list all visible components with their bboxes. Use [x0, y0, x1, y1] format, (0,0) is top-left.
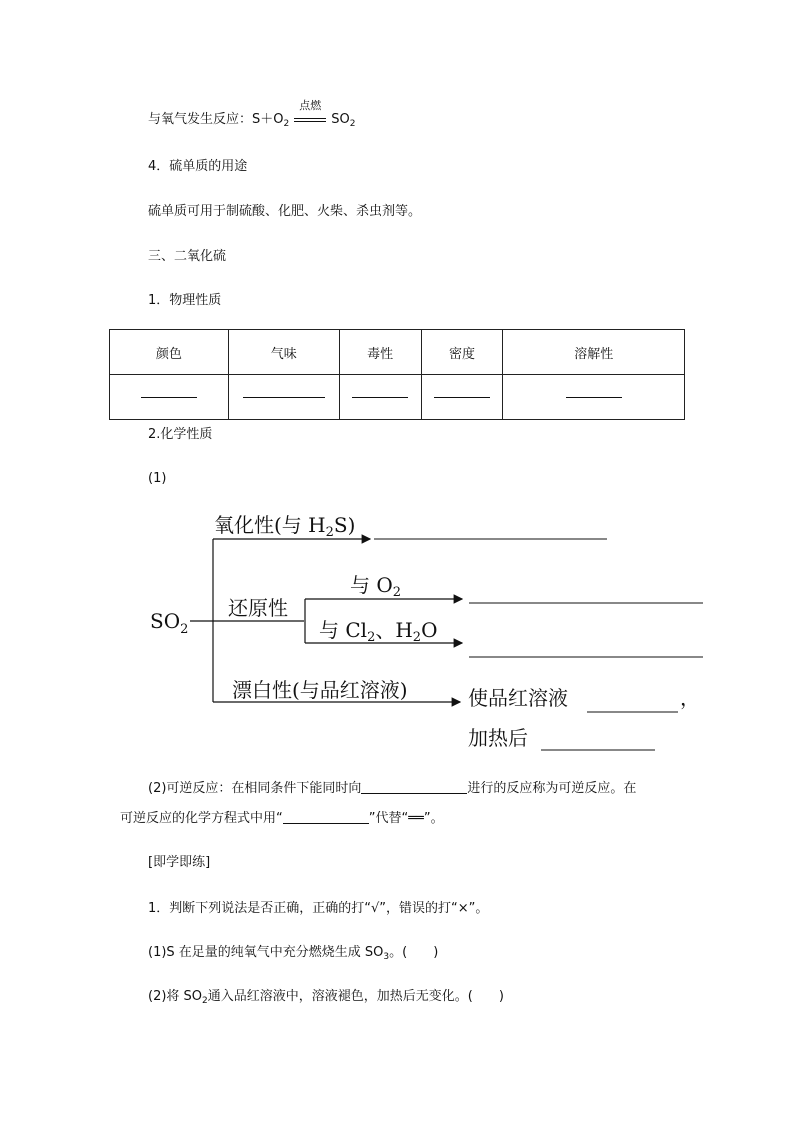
- blank-toxicity[interactable]: [339, 375, 421, 420]
- bleach-result-2: 加热后: [468, 726, 528, 750]
- heading-sulfur-uses: 4．硫单质的用途: [148, 159, 248, 174]
- heading-chemical-properties: 2.化学性质: [148, 427, 213, 442]
- so2-label: $SO_2$: [150, 609, 189, 637]
- bleach-comma: ，: [680, 686, 700, 710]
- header-color: 颜色: [110, 330, 229, 375]
- blank-solubility[interactable]: [503, 375, 685, 420]
- bleach-label: 漂白性(与品红溶液): [232, 678, 408, 702]
- sulfur-uses-text: 硫单质可用于制硫酸、化肥、火柴、杀虫剂等。: [148, 204, 422, 219]
- reaction-with-oxygen: 与氧气发生反应：$S+O_2$ 点燃 $SO_2$: [148, 99, 356, 129]
- header-toxicity: 毒性: [339, 330, 421, 375]
- reversible-reaction-line2: 可逆反应的化学方程式中用“ ”代替“══”。: [120, 811, 444, 826]
- with-o2-label: 与 $O_2$: [350, 573, 402, 600]
- header-odor: 气味: [228, 330, 339, 375]
- heading-physical-properties: 1．物理性质: [148, 293, 222, 308]
- so2-properties-diagram: [0, 500, 794, 770]
- question-1: 1．判断下列说法是否正确，正确的打“√”，错误的打“×”。: [148, 901, 489, 916]
- header-density: 密度: [421, 330, 503, 375]
- practice-heading: [即学即练]: [148, 855, 211, 870]
- blank-odor[interactable]: [228, 375, 339, 420]
- blank-color[interactable]: [110, 375, 229, 420]
- question-1-1: (1)S 在足量的纯氧气中充分燃烧生成 $SO_3$。( ): [148, 945, 439, 962]
- oxidation-label: 氧化性(与 $H_2S$): [214, 513, 356, 540]
- reversible-reaction-line1: (2)可逆反应：在相同条件下能同时向 进行的反应称为可逆反应。在: [148, 781, 637, 796]
- direction-blank[interactable]: [361, 780, 467, 794]
- item-1-label: (1): [148, 471, 167, 486]
- symbol-blank[interactable]: [283, 810, 369, 824]
- condition-label: 点燃: [299, 99, 322, 112]
- reaction-condition-equals: [292, 99, 328, 129]
- question-1-2: (2)将 $SO_2$通入品红溶液中，溶液褪色，加热后无变化。( ): [148, 989, 504, 1006]
- reduction-label: 还原性: [228, 596, 288, 620]
- physical-properties-table: [109, 329, 685, 420]
- header-solubility: 溶解性: [503, 330, 685, 375]
- with-cl2-label: 与 $Cl_2$、$H_2O$: [319, 618, 438, 645]
- blank-density[interactable]: [421, 375, 503, 420]
- bleach-result-1: 使品红溶液: [468, 686, 568, 710]
- section-sulfur-dioxide: 三、二氧化硫: [148, 249, 227, 264]
